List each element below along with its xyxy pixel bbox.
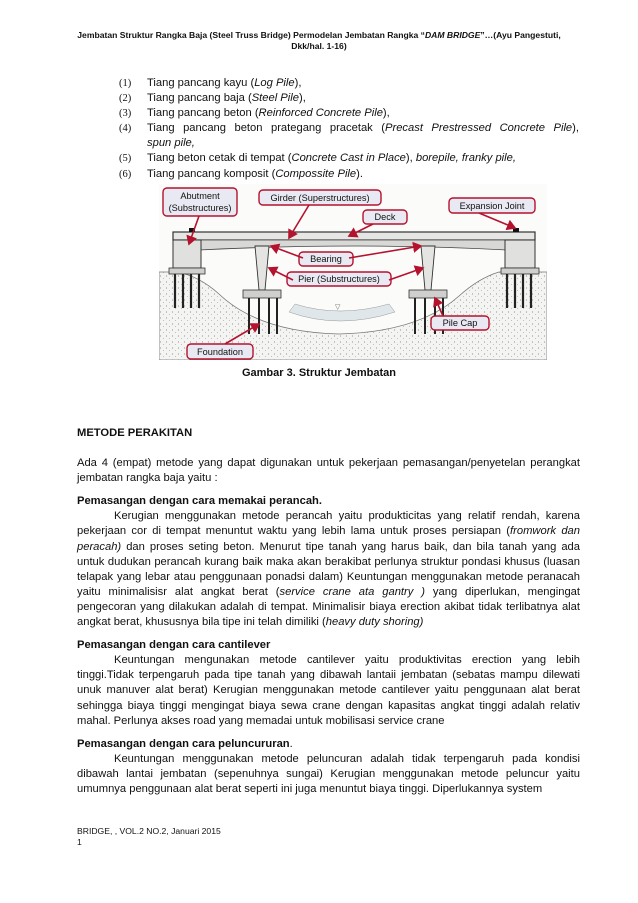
abutment-left xyxy=(173,240,201,268)
abutment-footing-right xyxy=(501,268,539,274)
method-1-title: Pemasangan dengan cara memakai perancah. xyxy=(77,495,322,508)
abutment-footing-left xyxy=(169,268,205,274)
label-deck: Deck xyxy=(374,212,396,222)
list-item: (3) Tiang pancang beton (Reinforced Concrete Pile), xyxy=(119,107,390,120)
label-abutment: Abutment xyxy=(180,191,220,201)
article-body xyxy=(77,426,580,797)
intro-paragraph: Ada 4 (empat) metode yang dapat digunakan untuk pekerjaan pemasangan/penyetelan perangkat jembatan rangka baja yaitu : xyxy=(77,457,580,485)
label-foundation: Foundation xyxy=(197,347,243,357)
footer-page-number: 1 xyxy=(77,837,82,847)
footer-journal: BRIDGE, , VOL.2 NO.2, Januari 2015 xyxy=(77,826,221,836)
pile-type-list xyxy=(119,76,579,182)
list-item: (4) Tiang pancang beton prategang pracetak (Precast Prestressed Concrete Pile), xyxy=(119,122,579,135)
list-item: (1) Tiang pancang kayu (Log Pile), xyxy=(119,77,302,89)
pile-cap-right xyxy=(409,290,447,298)
method-2-title: Pemasangan dengan cara cantilever xyxy=(77,639,271,652)
figure-caption: Gambar 3. Struktur Jembatan xyxy=(241,367,397,379)
list-item: (5) Tiang beton cetak di tempat (Concrete Cast in Place), borepile, franky pile, xyxy=(119,152,516,165)
label-bearing: Bearing xyxy=(310,254,342,264)
label-pier: Pier (Substructures) xyxy=(298,274,380,284)
header-line-1: Jembatan Struktur Rangka Baja (Steel Truss Bridge) Permodelan Jembatan Rangka “DAM BRIDGE”…(Ayu Pangestuti, xyxy=(77,30,561,40)
label-girder: Girder (Superstructures) xyxy=(270,193,370,203)
expansion-joint-right xyxy=(513,228,519,232)
water-level-icon: ▽ xyxy=(335,304,341,311)
running-header xyxy=(70,30,568,52)
label-expansion-joint: Expansion Joint xyxy=(459,201,525,211)
list-item: (6) Tiang pancang komposit (Compossite Pile). xyxy=(119,167,363,180)
method-3-paragraph: Keuntungan menggunakan metode peluncuran adalah tidak terpengaruh pada kondisi dibawah lantai jembatan (sepenuhnya sungai) Kerugian menggunakan metode peluncur yaitu umumnya penggunaan alat berat seperti ini juga menuntut biaya tinggi. Diperlukannya system xyxy=(77,752,580,795)
method-1-paragraph: Kerugian menggunakan metode perancah yaitu produkticitas yang relatif rendah, karena pekerjaan cor di tempat menuntut waktu yang lebih lama untuk proses persiapan (fromwork dan peracah) dan proses seting beton. Menurut tipe tanah yang harus baik, dan bila tanah yang ada untuk dudukan perancah kurang baik maka akan berakibat perlunya struktur pondasi khusus (luasan telapak yang lebar atau penggunaan ponadsi dalam) Keuntungan menggunakan metode peranacah yaitu minimalisisr alat angkat berat (service crane ata gantry ) yang diperlukan, mengingat pengecoran yang dilakukan adalah di tempat. Minimalisir biaya erection akibat tidak terlibatnya alat angkat berat, khususnya bila tipe ini telah dimiliki (heavy duty shoring) xyxy=(77,510,580,629)
method-2-paragraph: Keuntungan mengunakan metode cantilever yaitu produktivitas erection yang lebih tinggi.Tidak terpengaruh pada tipe tanah yang dibawah lantaii jembatan (sebatas mampu dilewati unuk manuver alat berat) Kerugian menggunakan metode cantilever yaitu penggunaan alat berat sehingga biaya tinggi mengingat biaya sewa crane dengan kapasitas angkat tinggi adalah relativ mahal. Perlunya akses road yang memadai untuk mobilisasi service crane xyxy=(77,654,580,727)
list-item: (2) Tiang pancang baja (Steel Pile), xyxy=(119,92,306,105)
method-3-title: Pemasangan dengan cara peluncururan. xyxy=(77,737,293,750)
bridge-structure-diagram xyxy=(159,184,547,360)
page-footer xyxy=(77,826,221,848)
pile-cap-left xyxy=(243,290,281,298)
label-substructures: (Substructures) xyxy=(168,203,232,213)
list-item-continuation: spun pile, xyxy=(147,137,195,150)
label-pile-cap: Pile Cap xyxy=(442,318,478,328)
section-title: METODE PERAKITAN xyxy=(77,427,193,439)
header-line-2: Dkk/hal. 1-16) xyxy=(291,41,347,51)
abutment-right xyxy=(505,240,535,268)
